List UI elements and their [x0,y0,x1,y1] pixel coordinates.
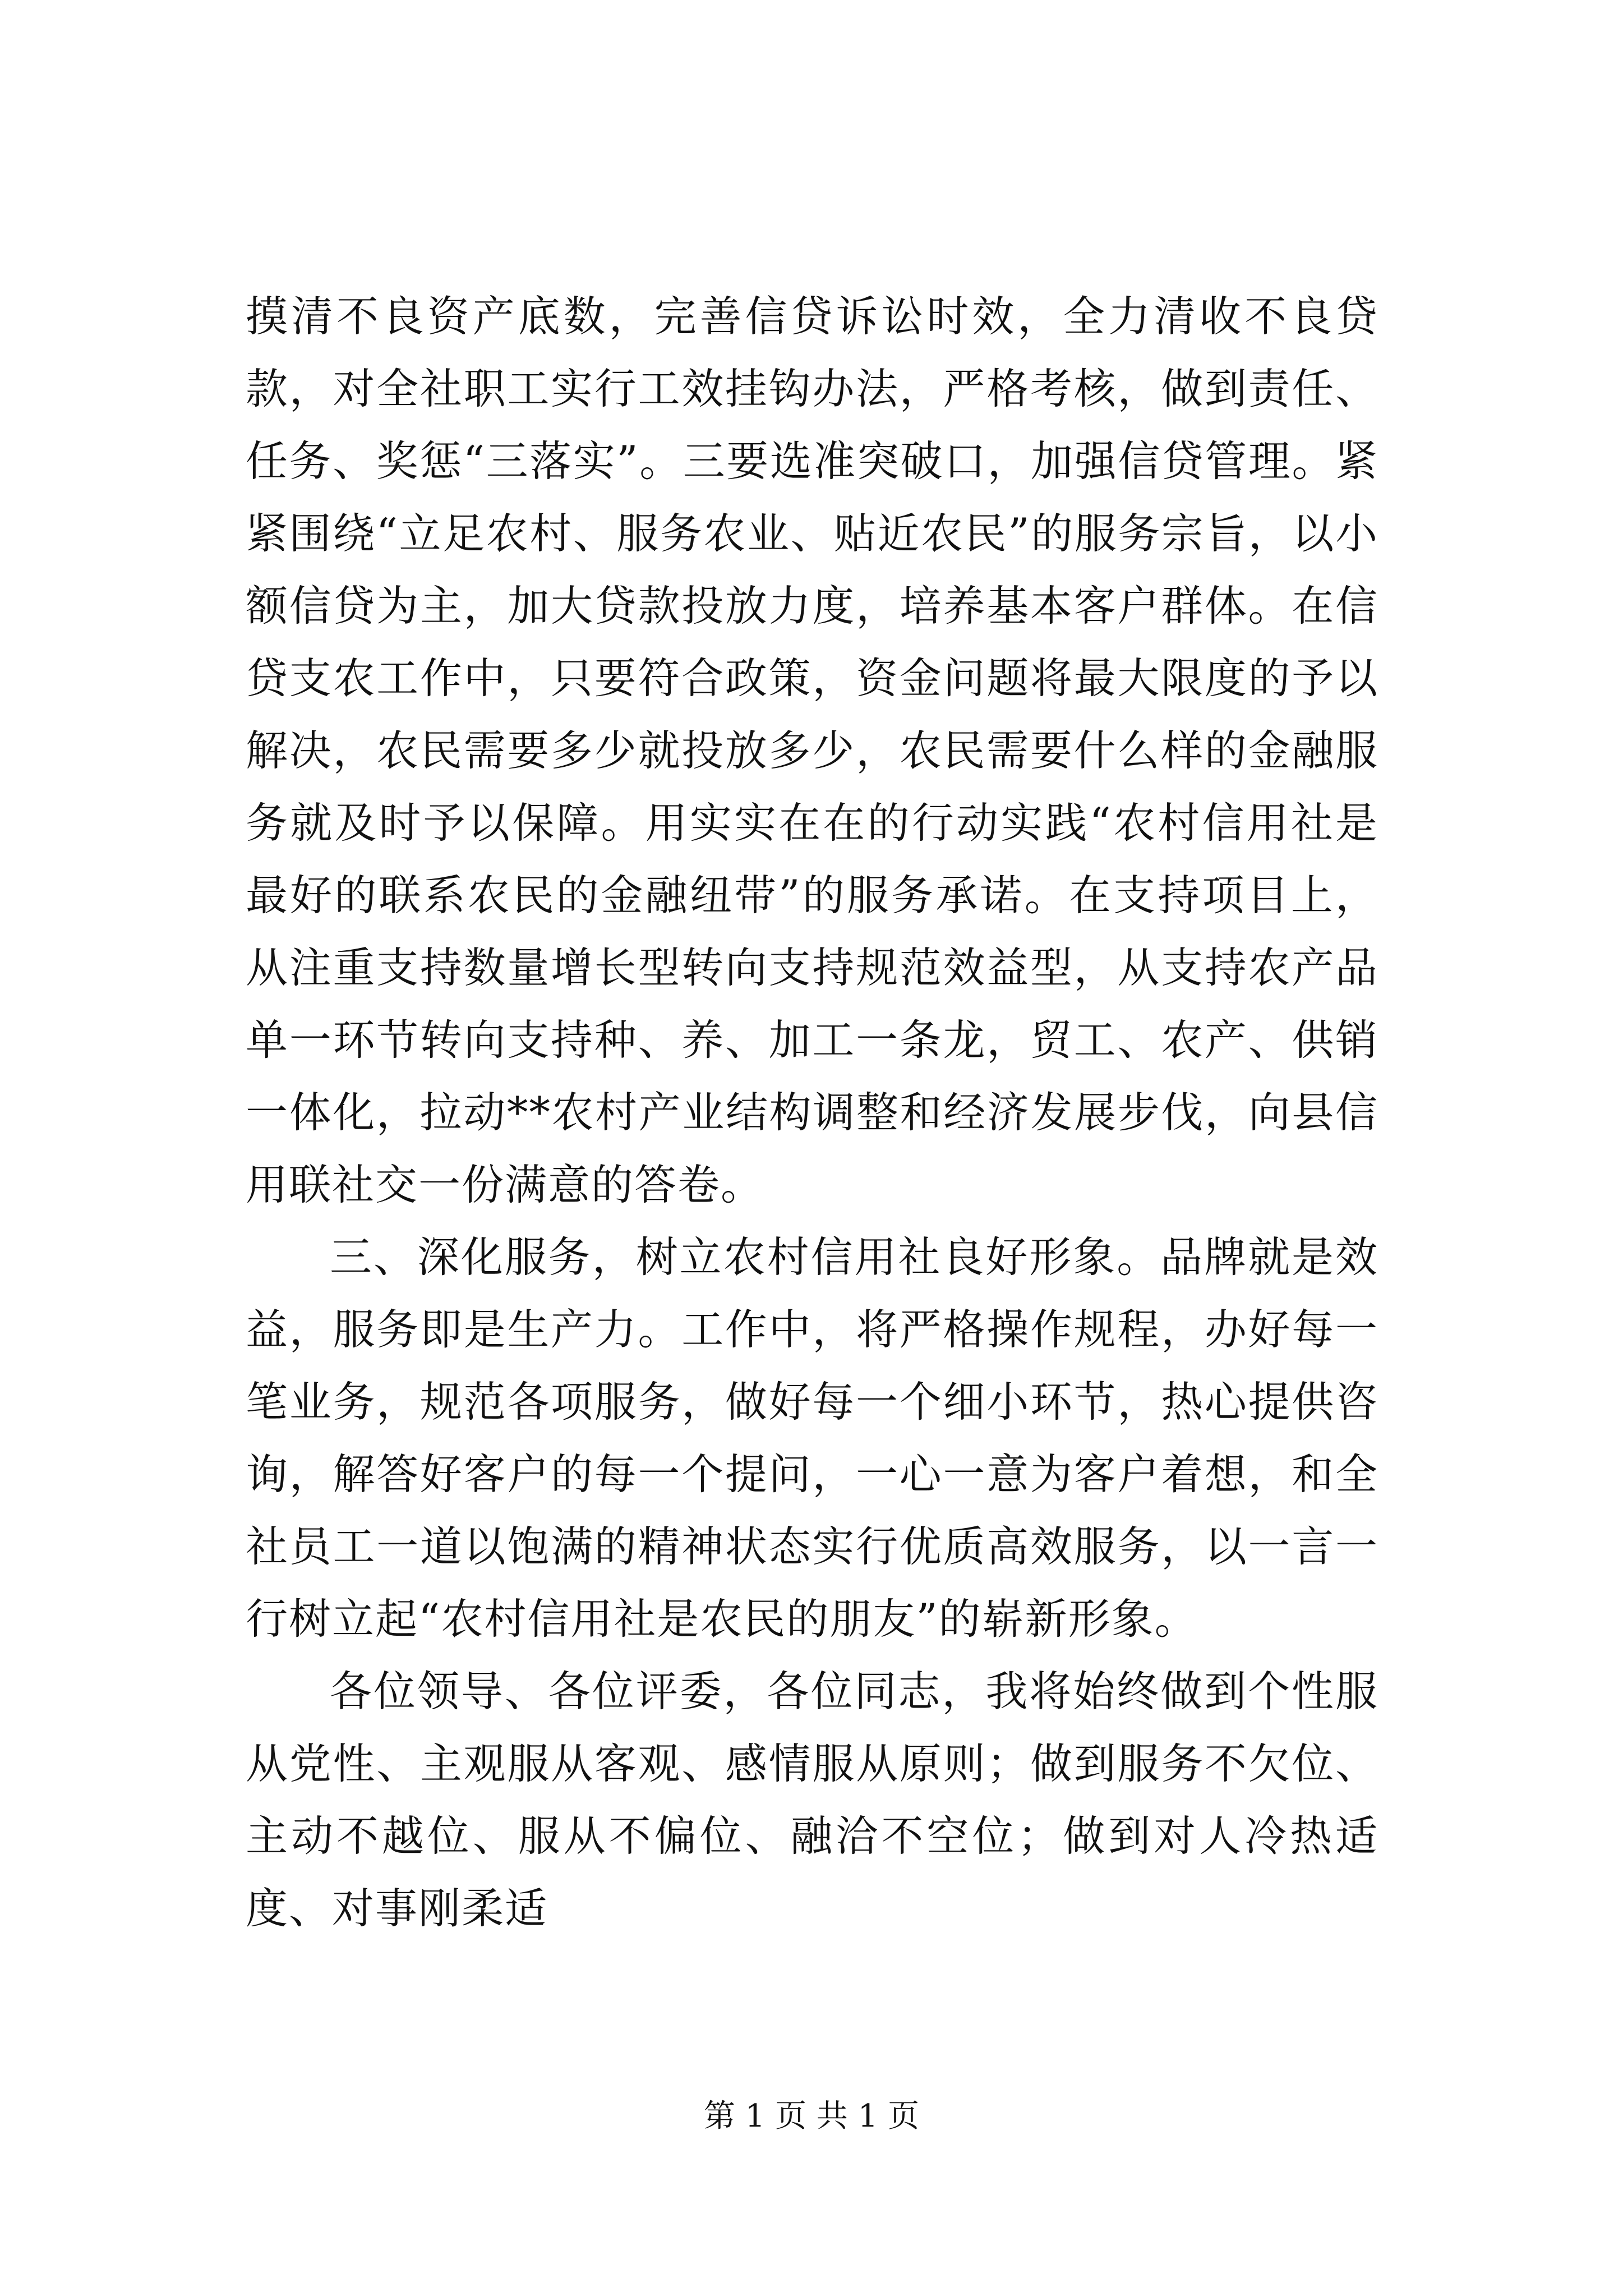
paragraph-2: 三、深化服务，树立农村信用社良好形象。品牌就是效益，服务即是生产力。工作中，将严格操作规程，办好每一笔业务，规范各项服务，做好每一个细小环节，热心提供咨询，解答好客户的每一个提问，一心一意为客户着想，和全社员工一道以饱满的精神状态实行优质高效服务，以一言一行树立起“农村信用社是农民的朋友”的崭新形象。 [246,1232,1378,1644]
page-footer: 第 1 页 共 1 页 [703,2098,920,2134]
document-body [246,280,1378,1945]
paragraph-1: 摸清不良资产底数，完善信贷诉讼时效，全力清收不良贷款，对全社职工实行工效挂钩办法，严格考核，做到责任、任务、奖惩“三落实”。三要选准突破口，加强信贷管理。紧紧围绕“立足农村、服务农业、贴近农民”的服务宗旨，以小额信贷为主，加大贷款投放力度，培养基本客户群体。在信贷支农工作中，只要符合政策，资金问题将最大限度的予以解决，农民需要多少就投放多少，农民需要什么样的金融服务就及时予以保障。用实实在在的行动实践“农村信用社是最好的联系农民的金融纽带”的服务承诺。在支持项目上，从注重支持数量增长型转向支持规范效益型，从支持农产品单一环节转向支持种、养、加工一条龙，贸工、农产、供销一体化，拉动**农村产业结构调整和经济发展步伐，向县信用联社交一份满意的答卷。 [246,292,1378,1209]
paragraph-3: 各位领导、各位评委，各位同志，我将始终做到个性服从党性、主观服从客观、感情服从原则；做到服务不欠位、主动不越位、服从不偏位、融洽不空位；做到对人冷热适度、对事刚柔适 [246,1667,1378,1933]
